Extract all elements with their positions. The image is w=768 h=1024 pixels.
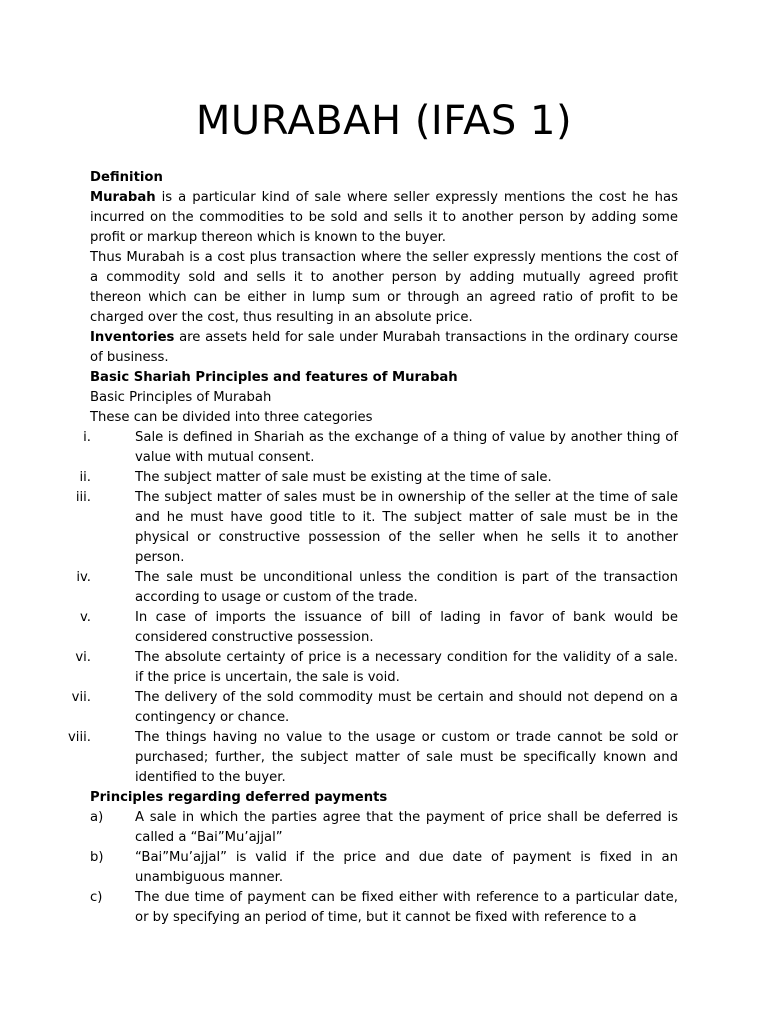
list-item-text: The subject matter of sale must be existing at the time of sale.	[135, 470, 552, 485]
cost-plus-paragraph: Thus Murabah is a cost plus transaction where the seller expressly mentions the cost of a commodity sold and sells it to another person by adding mutually agreed profit thereon which can be either in lump sum or through an agreed ratio of profit to be charged over the cost, thus resulting in an absolute price.	[90, 250, 678, 325]
list-item-text: The things having no value to the usage or custom or trade cannot be sold or purchased; further, the subject matter of sale must be specifically known and identified to the buyer.	[135, 730, 678, 785]
list-item	[80, 608, 678, 648]
page-title: MURABAH (IFAS 1)	[195, 98, 573, 144]
list-item-text: “Bai”Mu’ajjal” is valid if the price and due date of payment is fixed in an unambiguous manner.	[135, 850, 678, 885]
list-item	[75, 488, 678, 568]
inventories-paragraph	[90, 328, 678, 368]
principles-list	[68, 428, 678, 788]
list-item	[76, 568, 678, 608]
list-item-number: vii.	[71, 690, 91, 705]
list-item-text: The absolute certainty of price is a necessary condition for the validity of a sale. if the price is uncertain, the sale is void.	[135, 650, 678, 685]
deferred-payments-heading: Principles regarding deferred payments	[90, 790, 388, 805]
list-item-number: b)	[90, 850, 104, 865]
principles-heading: Basic Shariah Principles and features of Murabah	[90, 370, 458, 385]
inventories-term: Inventories	[90, 330, 175, 345]
list-item-text: A sale in which the parties agree that the payment of price shall be deferred is called a “Bai”Mu’ajjal”	[135, 810, 678, 845]
list-item	[83, 428, 678, 468]
list-item-number: i.	[83, 430, 91, 445]
list-item	[90, 808, 678, 848]
list-item-number: iii.	[75, 490, 91, 505]
list-item-text: In case of imports the issuance of bill of lading in favor of bank would be considered constructive possession.	[135, 610, 678, 645]
list-item-number: a)	[90, 810, 104, 825]
definition-heading: Definition	[90, 170, 163, 185]
principles-subheading: Basic Principles of Murabah	[90, 390, 272, 405]
murabah-definition-paragraph	[90, 188, 678, 248]
list-item-number: viii.	[68, 730, 91, 745]
list-item	[71, 688, 678, 728]
list-item-number: c)	[90, 890, 103, 905]
list-item-text: The delivery of the sold commodity must be certain and should not depend on a contingency or chance.	[135, 690, 678, 725]
list-item-number: v.	[80, 610, 91, 625]
list-item-number: iv.	[76, 570, 91, 585]
document-body	[68, 168, 678, 928]
list-item	[90, 848, 678, 888]
list-item-text: Sale is defined in Shariah as the exchange of a thing of value by another thing of value with mutual consent.	[135, 430, 678, 465]
deferred-payments-list	[90, 808, 678, 928]
list-item	[90, 888, 678, 928]
list-item-number: vi.	[75, 650, 91, 665]
murabah-term: Murabah	[90, 190, 156, 205]
list-item	[75, 648, 678, 688]
list-item-number: ii.	[79, 470, 91, 485]
inventories-text: are assets held for sale under Murabah transactions in the ordinary course of business.	[90, 330, 678, 365]
list-item	[68, 728, 678, 788]
list-item-text: The subject matter of sales must be in ownership of the seller at the time of sale and he must have good title to it. The subject matter of sale must be in the physical or constructive possession of the seller when he sells it to another person.	[135, 490, 678, 565]
list-item	[79, 468, 678, 488]
list-item-text: The sale must be unconditional unless the condition is part of the transaction according to usage or custom of the trade.	[135, 570, 678, 605]
list-item-text: The due time of payment can be fixed either with reference to a particular date, or by specifying an period of time, but it cannot be fixed with reference to a	[135, 890, 678, 925]
murabah-definition-text: is a particular kind of sale where seller expressly mentions the cost he has incurred on the commodities to be sold and sells it to another person by adding some profit or markup thereon which is known to the buyer.	[90, 190, 678, 245]
principles-intro: These can be divided into three categories	[90, 410, 373, 425]
